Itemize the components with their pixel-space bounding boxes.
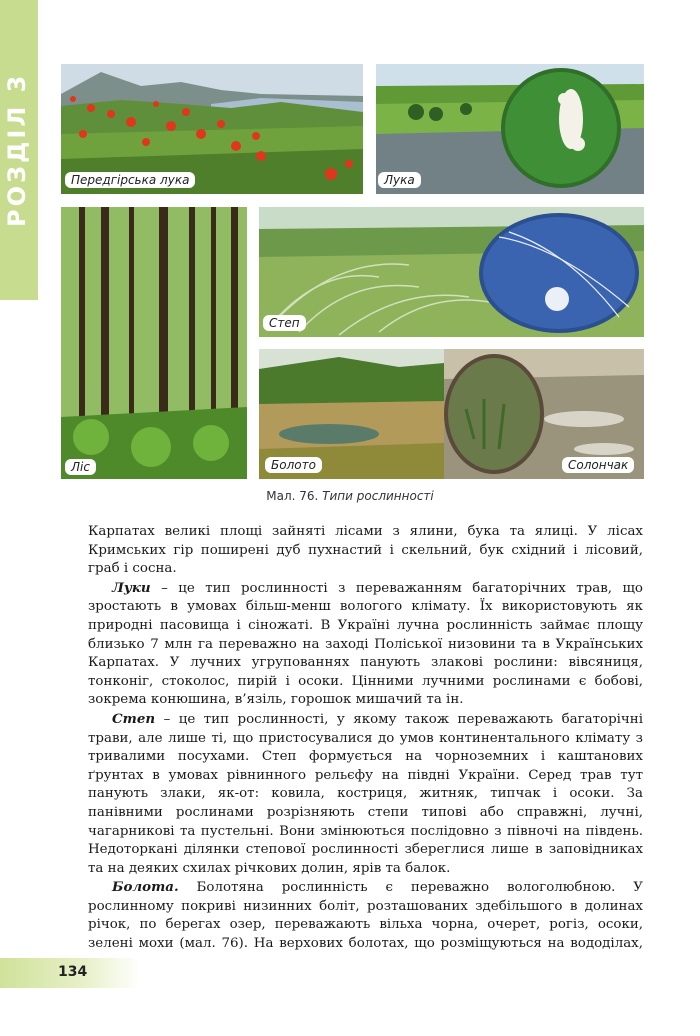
figure-caption [0, 489, 700, 503]
label-foothill-meadow: Передгірська лука [65, 172, 195, 188]
label-meadow: Лука [378, 172, 421, 188]
section-tab-label: РОЗДІЛ 3 [3, 72, 31, 228]
label-saline: Солончак [562, 457, 634, 473]
photo-meadow [376, 64, 644, 194]
paragraph-steppe [88, 710, 643, 878]
paragraph-meadows-text: – це тип рослинності з переважанням багаторічних трав, що зростають в умовах більш-менш вологого клімату. Їх використовують як природні пасовища і сіножаті. В Україні лучна рослинність займає площу близько 7 млн га переважно на заході Поліської низовини та в Українських Карпатах. У лучних угрупованнях панують злакові рослини: вівсяниця, тонконіг, стоколос, пирій і осоки. Цінними лучними рослинами є бобові, зокрема конюшина, в’язіль, горошок мишачий та ін. [88, 580, 643, 708]
label-swamp: Болото [265, 457, 322, 473]
label-steppe: Степ [263, 315, 306, 331]
paragraph-1: Карпатах великі площі зайняті лісами з ялини, бука та ялиці. У лісах Кримських гір поширені дуб пухнастий і скельний, бук східний і лісовий, граб і сосна. [88, 524, 643, 577]
term-steppe: Степ [112, 710, 156, 727]
paragraph-swamps-text: Болотяна рослинність є переважно вологолюбною. У рослинному покриві низинних боліт, розташованих здебільшого в долинах річок, по берегах озер, переважають вільха чорна, очерет, рогіз, осоки, зелені мохи (мал. 76). На верхових болотах, що розміщуються на вододілах, [88, 880, 643, 952]
term-swamps: Болота. [112, 879, 179, 896]
term-meadows: Луки [112, 579, 151, 596]
caption-prefix: Мал. 76. [266, 489, 319, 503]
photo-steppe [259, 207, 644, 337]
photo-swamp [259, 349, 444, 479]
label-forest: Ліс [65, 459, 96, 475]
photo-forest [61, 207, 247, 479]
photo-foothill-meadow [61, 64, 363, 194]
paragraph-swamps [88, 878, 643, 972]
page-number: 134 [58, 964, 88, 980]
section-tab [0, 0, 38, 300]
caption-title: Типи рослинності [322, 489, 434, 503]
body-text [88, 523, 643, 972]
photo-saline [444, 349, 644, 479]
steppe-image [259, 207, 644, 337]
paragraph-steppe-text: – це тип рослинності, у якому також переважають багаторічні трави, але лише ті, що пристосувалися до умов континентального клімату з тривалими посухами. Степ формується на чорноземних і каштанових ґрунтах в умовах рівнинного рельєфу на півдні України. Серед трав тут панують злаки, як-от: ковила, костриця, житняк, типчак і осоки. За панівними рослинами розрізняють степи типові або справжні, лучні, чагарникові та пустельні. Вони змінюються послідовно з півночі на південь. Недоторкані ділянки степової рослинності збереглися лише в заповідниках та на деяких схилах річкових долин, ярів та балок. [88, 711, 643, 876]
paragraph-meadows [88, 579, 643, 710]
forest-image [61, 207, 247, 479]
